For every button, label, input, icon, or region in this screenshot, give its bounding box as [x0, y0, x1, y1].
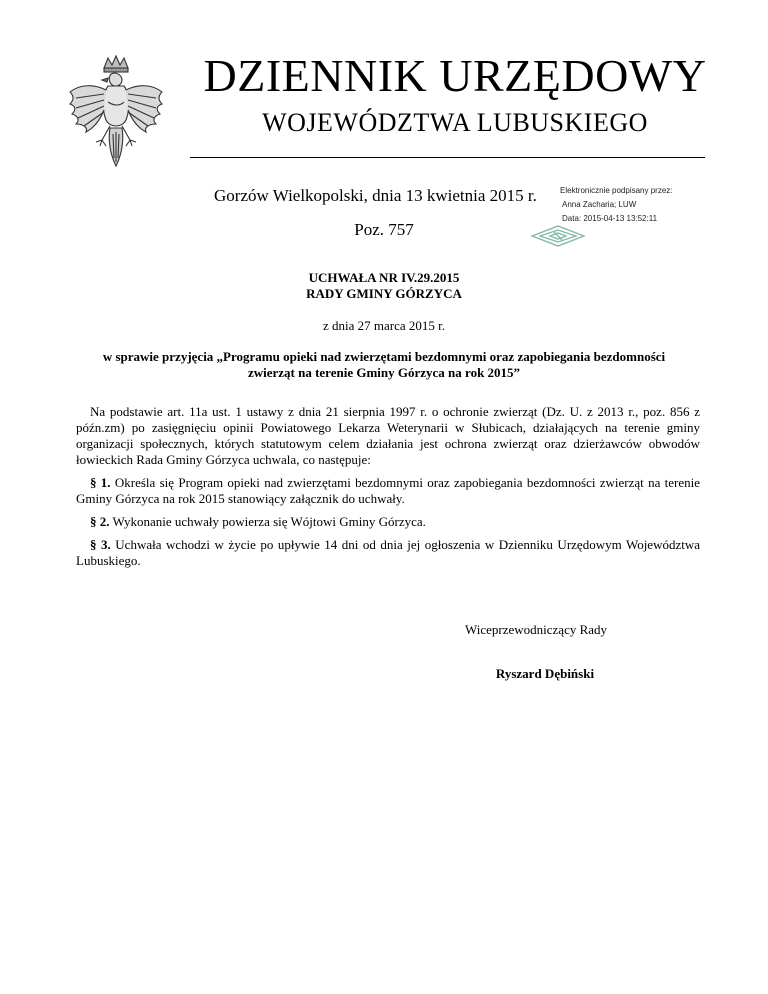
paragraph-1-number: § 1.	[90, 475, 111, 490]
signer-role: Wiceprzewodniczący Rady	[465, 622, 608, 637]
place-and-date: Gorzów Wielkopolski, dnia 13 kwietnia 2015 r.	[214, 186, 537, 205]
paragraph-1-text: Określa się Program opieki nad zwierzętami bezdomnymi oraz zapobiegania bezdomności zwierząt na terenie Gminy Górzyca na rok 2015 stanowiący załącznik do uchwały.	[76, 475, 701, 506]
masthead-title: DZIENNIK URZĘDOWY	[203, 50, 707, 101]
signature-signer: Anna Zacharia; LUW	[562, 200, 637, 209]
polish-eagle-icon	[64, 54, 168, 174]
paragraph-3	[76, 537, 700, 569]
masthead-divider	[190, 157, 705, 158]
paragraph-1	[76, 475, 700, 507]
resolution-issuer: RADY GMINY GÓRZYCA	[306, 286, 462, 301]
paragraph-2	[76, 514, 700, 530]
resolution-number: UCHWAŁA NR IV.29.2015	[308, 270, 460, 285]
resolution-title	[0, 270, 768, 302]
resolution-body	[76, 404, 700, 576]
preamble: Na podstawie art. 11a ust. 1 ustawy z dnia 21 sierpnia 1997 r. o ochronie zwierząt (Dz. U. z 2013 r., poz. 856 z późn.zm) po zasięgnięciu opinii Powiatowego Lekarza Weterynarii w Słubicach, działających na terenie gminy organizacji społecznych, których statutowym celem działania jest ochrona zwierząt oraz dzierżawców obwodów łowieckich Rada Gminy Górzyca uchwala, co następuje:	[76, 404, 700, 467]
signature-label: Elektronicznie podpisany przez:	[560, 186, 673, 195]
paragraph-2-text: Wykonanie uchwały powierza się Wójtowi Gminy Górzyca.	[112, 514, 426, 529]
signer-name: Ryszard Dębiński	[495, 666, 595, 681]
paragraph-2-number: § 2.	[90, 514, 110, 529]
paragraph-3-text: Uchwała wchodzi w życie po upływie 14 dni od dnia jej ogłoszenia w Dzienniku Urzędowym Województwa Lubuskiego.	[76, 537, 701, 568]
masthead-subtitle: WOJEWÓDZTWA LUBUSKIEGO	[262, 108, 648, 137]
resolution-subject: w sprawie przyjęcia „Programu opieki nad zwierzętami bezdomnymi oraz zapobiegania bezdomności zwierząt na terenie Gminy Górzyca na rok 2015”	[102, 349, 666, 380]
resolution-date: z dnia 27 marca 2015 r.	[322, 318, 445, 333]
signature-date: Data: 2015-04-13 13:52:11	[562, 214, 658, 223]
position-number: Poz. 757	[354, 220, 414, 239]
paragraph-3-number: § 3.	[90, 537, 111, 552]
